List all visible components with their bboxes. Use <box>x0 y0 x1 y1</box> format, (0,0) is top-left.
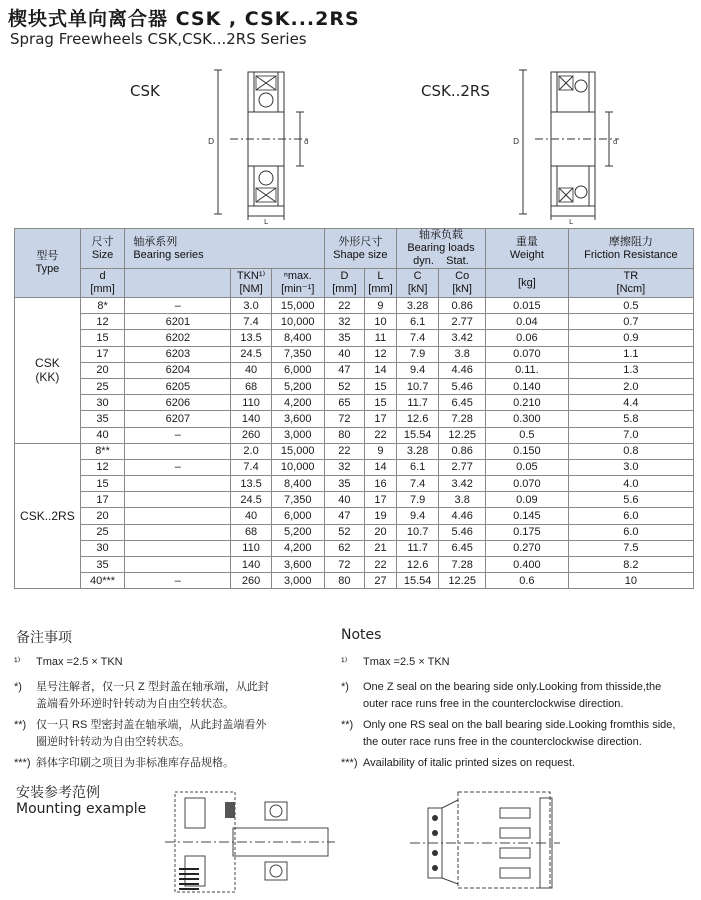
cell-d: 40 <box>324 346 364 362</box>
cell-c: 7.4 <box>396 476 438 492</box>
cell-bearing <box>125 508 231 524</box>
note-text: 圈逆时针转动为自由空转状态。 <box>36 736 190 748</box>
cell-bearing <box>125 492 231 508</box>
cell-tr: 6.0 <box>568 524 693 540</box>
cell-tkn: 68 <box>231 378 271 394</box>
note-text: One Z seal on the bearing side only.Looking from thisside,the <box>363 681 662 693</box>
cell-l: 20 <box>365 524 397 540</box>
cell-bearing <box>125 524 231 540</box>
cell-tkn: 24.5 <box>231 492 271 508</box>
table-row <box>15 362 694 378</box>
cell-kg: 0.11. <box>486 362 569 378</box>
cell-tr: 5.8 <box>568 411 693 427</box>
cell-tr: 4.0 <box>568 476 693 492</box>
cell-l: 17 <box>365 492 397 508</box>
cell-c: 11.7 <box>396 540 438 556</box>
cell-tkn: 68 <box>231 524 271 540</box>
note-text: outer race runs free in the counterclockwise direction. <box>363 698 624 710</box>
note-text: 星号注解者，仅一只 Z 型封盖在轴承端，从此封 <box>36 681 269 693</box>
cell-bearing: 6205 <box>125 378 231 394</box>
cell-d: 32 <box>324 459 364 475</box>
cell-d: 35 <box>324 330 364 346</box>
cell-tkn: 3.0 <box>231 298 271 314</box>
note-text: Tmax =2.5 × TKN <box>36 656 123 668</box>
note-mark: ***) <box>341 757 358 769</box>
note-item <box>14 755 334 772</box>
table-row <box>15 540 694 556</box>
cell-nmax: 4,200 <box>271 540 324 556</box>
cell-kg: 0.6 <box>486 573 569 589</box>
svg-text:L: L <box>569 218 573 224</box>
csk-section-drawing <box>200 64 330 224</box>
cell-kg: 0.175 <box>486 524 569 540</box>
cell-l: 9 <box>365 443 397 459</box>
cell-l: 14 <box>365 459 397 475</box>
cell-d: 25 <box>80 378 125 394</box>
cell-c: 7.4 <box>396 330 438 346</box>
cell-d: 35 <box>324 476 364 492</box>
cell-l: 19 <box>365 508 397 524</box>
cell-kg: 0.070 <box>486 346 569 362</box>
cell-tkn: 7.4 <box>231 459 271 475</box>
cell-l: 9 <box>365 298 397 314</box>
cell-kg: 0.05 <box>486 459 569 475</box>
header-shape-size: 外形尺寸 Shape size <box>324 229 396 269</box>
note-text: 仅一只 RS 型密封盖在轴承端，从此封盖端看外 <box>36 719 267 731</box>
cell-tr: 7.5 <box>568 540 693 556</box>
subheader-D: D [mm] <box>324 269 364 298</box>
cell-nmax: 3,600 <box>271 557 324 573</box>
cell-nmax: 3,000 <box>271 427 324 443</box>
cell-d: 22 <box>324 443 364 459</box>
cell-nmax: 4,200 <box>271 395 324 411</box>
header-type: 型号 Type <box>15 229 81 298</box>
table-row <box>15 330 694 346</box>
table-row <box>15 492 694 508</box>
cell-d: 35 <box>80 411 125 427</box>
svg-text:D: D <box>208 137 215 146</box>
cell-kg: 0.400 <box>486 557 569 573</box>
drawing-label-csk-2rs: CSK..2RS <box>421 82 490 100</box>
cell-l: 21 <box>365 540 397 556</box>
cell-tkn: 13.5 <box>231 476 271 492</box>
cell-kg: 0.5 <box>486 427 569 443</box>
cell-d: 30 <box>80 540 125 556</box>
cell-l: 22 <box>365 557 397 573</box>
table-row <box>15 395 694 411</box>
note-text: Only one RS seal on the ball bearing side.Looking fromthis side, <box>363 719 676 731</box>
cell-d: 40 <box>80 427 125 443</box>
cell-d: 65 <box>324 395 364 411</box>
svg-text:L: L <box>264 218 268 224</box>
cell-tkn: 110 <box>231 395 271 411</box>
table-row <box>15 298 694 314</box>
cell-d: 40*** <box>80 573 125 589</box>
subheader-Co: Co [kN] <box>439 269 486 298</box>
note-item <box>341 654 696 671</box>
cell-nmax: 8,400 <box>271 476 324 492</box>
cell-tr: 8.2 <box>568 557 693 573</box>
subheader-C: C [kN] <box>396 269 438 298</box>
cell-c: 9.4 <box>396 508 438 524</box>
note-item <box>341 679 696 713</box>
subheader-tr: TR [Ncm] <box>568 269 693 298</box>
subheader-L: L [mm] <box>365 269 397 298</box>
cell-bearing: 6206 <box>125 395 231 411</box>
note-mark: ***) <box>14 757 31 769</box>
cell-nmax: 6,000 <box>271 362 324 378</box>
cell-tkn: 140 <box>231 411 271 427</box>
table-row <box>15 378 694 394</box>
type-cell: CSK (KK) <box>15 298 81 444</box>
cell-c: 15.54 <box>396 427 438 443</box>
cell-d: 40 <box>324 492 364 508</box>
cell-tkn: 40 <box>231 362 271 378</box>
note-text: 盖端看外环逆时针转动为自由空转状态。 <box>36 698 234 710</box>
svg-text:D: D <box>513 137 520 146</box>
cell-tr: 6.0 <box>568 508 693 524</box>
cell-d: 17 <box>80 346 125 362</box>
cell-tr: 5.6 <box>568 492 693 508</box>
cell-d: 35 <box>80 557 125 573</box>
mounting-drawing-left <box>165 788 335 896</box>
cell-l: 12 <box>365 346 397 362</box>
spec-table <box>14 228 694 589</box>
cell-l: 17 <box>365 411 397 427</box>
cell-co: 3.42 <box>439 476 486 492</box>
cell-nmax: 7,350 <box>271 346 324 362</box>
note-mark: *) <box>14 681 22 693</box>
note-item <box>14 717 334 751</box>
cell-d: 30 <box>80 395 125 411</box>
cell-co: 3.8 <box>439 346 486 362</box>
table-row <box>15 476 694 492</box>
cell-nmax: 15,000 <box>271 298 324 314</box>
note-mark: *) <box>341 681 349 693</box>
cell-bearing: 6207 <box>125 411 231 427</box>
cell-co: 0.86 <box>439 443 486 459</box>
table-body <box>15 298 694 589</box>
cell-tr: 0.8 <box>568 443 693 459</box>
cell-bearing: 6201 <box>125 314 231 330</box>
cell-tr: 10 <box>568 573 693 589</box>
cell-c: 11.7 <box>396 395 438 411</box>
cell-l: 16 <box>365 476 397 492</box>
notes-en-title: Notes <box>341 627 382 643</box>
subheader-kg: [kg] <box>486 269 569 298</box>
cell-tr: 4.4 <box>568 395 693 411</box>
cell-d: 15 <box>80 476 125 492</box>
cell-co: 6.45 <box>439 395 486 411</box>
cell-c: 12.6 <box>396 557 438 573</box>
cell-d: 22 <box>324 298 364 314</box>
cell-co: 7.28 <box>439 411 486 427</box>
cell-bearing: 6203 <box>125 346 231 362</box>
svg-text:d: d <box>304 138 309 146</box>
table-row <box>15 508 694 524</box>
cell-tkn: 260 <box>231 573 271 589</box>
cell-co: 12.25 <box>439 427 486 443</box>
cell-d: 47 <box>324 508 364 524</box>
table-row <box>15 427 694 443</box>
csk-2rs-section-drawing <box>505 64 635 224</box>
note-item <box>14 679 334 713</box>
cell-co: 2.77 <box>439 314 486 330</box>
cell-bearing: – <box>125 427 231 443</box>
cell-c: 3.28 <box>396 443 438 459</box>
cell-d: 8** <box>80 443 125 459</box>
note-item <box>341 717 696 751</box>
cell-co: 6.45 <box>439 540 486 556</box>
cell-tr: 7.0 <box>568 427 693 443</box>
cell-tr: 1.1 <box>568 346 693 362</box>
table-row <box>15 573 694 589</box>
header-size: 尺寸 Size <box>80 229 125 269</box>
cell-bearing <box>125 476 231 492</box>
cell-c: 7.9 <box>396 346 438 362</box>
cell-bearing: 6202 <box>125 330 231 346</box>
table-row <box>15 411 694 427</box>
cell-c: 15.54 <box>396 573 438 589</box>
cell-c: 3.28 <box>396 298 438 314</box>
drawing-label-csk: CSK <box>130 82 160 100</box>
cell-co: 5.46 <box>439 378 486 394</box>
cell-tkn: 110 <box>231 540 271 556</box>
cell-nmax: 3,600 <box>271 411 324 427</box>
cell-tr: 0.7 <box>568 314 693 330</box>
cell-l: 10 <box>365 314 397 330</box>
cell-tkn: 7.4 <box>231 314 271 330</box>
cell-kg: 0.140 <box>486 378 569 394</box>
cell-d: 80 <box>324 573 364 589</box>
header-weight: 重量 Weight <box>486 229 569 269</box>
cell-bearing <box>125 557 231 573</box>
header-friction: 摩擦阻力 Friction Resistance <box>568 229 693 269</box>
cell-l: 15 <box>365 395 397 411</box>
cell-co: 5.46 <box>439 524 486 540</box>
cell-c: 9.4 <box>396 362 438 378</box>
cell-tkn: 40 <box>231 508 271 524</box>
cell-co: 7.28 <box>439 557 486 573</box>
cell-d: 52 <box>324 378 364 394</box>
cell-nmax: 3,000 <box>271 573 324 589</box>
cell-d: 52 <box>324 524 364 540</box>
cell-l: 22 <box>365 427 397 443</box>
note-text: Tmax =2.5 × TKN <box>363 656 450 668</box>
cell-kg: 0.06 <box>486 330 569 346</box>
cell-c: 6.1 <box>396 459 438 475</box>
cell-d: 47 <box>324 362 364 378</box>
cell-kg: 0.150 <box>486 443 569 459</box>
cell-co: 3.8 <box>439 492 486 508</box>
note-mark: ¹⁾ <box>14 656 21 668</box>
notes-cn-title: 备注事项 <box>16 630 72 646</box>
cell-d: 25 <box>80 524 125 540</box>
note-item <box>341 755 696 772</box>
cell-c: 7.9 <box>396 492 438 508</box>
note-text: Availability of italic printed sizes on request. <box>363 757 575 769</box>
cell-co: 4.46 <box>439 362 486 378</box>
cell-l: 15 <box>365 378 397 394</box>
cell-bearing <box>125 540 231 556</box>
cell-bearing: – <box>125 459 231 475</box>
cell-nmax: 10,000 <box>271 314 324 330</box>
cell-bearing: – <box>125 298 231 314</box>
type-cell: CSK..2RS <box>15 443 81 589</box>
subheader-blank <box>125 269 231 298</box>
cell-c: 6.1 <box>396 314 438 330</box>
cell-nmax: 10,000 <box>271 459 324 475</box>
table-row <box>15 524 694 540</box>
cell-tkn: 13.5 <box>231 330 271 346</box>
cell-d: 8* <box>80 298 125 314</box>
cell-kg: 0.210 <box>486 395 569 411</box>
cell-tkn: 24.5 <box>231 346 271 362</box>
cell-tkn: 140 <box>231 557 271 573</box>
cell-tr: 0.9 <box>568 330 693 346</box>
cell-bearing <box>125 443 231 459</box>
mounting-drawing-right <box>410 788 560 896</box>
cell-d: 15 <box>80 330 125 346</box>
cell-d: 72 <box>324 557 364 573</box>
cell-tr: 3.0 <box>568 459 693 475</box>
cell-d: 12 <box>80 459 125 475</box>
cell-co: 0.86 <box>439 298 486 314</box>
cell-kg: 0.270 <box>486 540 569 556</box>
cell-nmax: 5,200 <box>271 524 324 540</box>
cell-kg: 0.09 <box>486 492 569 508</box>
page-title: 楔块式单向离合器 CSK , CSK...2RS <box>8 8 360 30</box>
cell-tr: 1.3 <box>568 362 693 378</box>
cell-nmax: 15,000 <box>271 443 324 459</box>
cell-d: 62 <box>324 540 364 556</box>
svg-text:d: d <box>613 138 618 146</box>
cell-d: 32 <box>324 314 364 330</box>
subheader-nmax: ⁿmax. [min⁻¹] <box>271 269 324 298</box>
note-text: the outer race runs free in the counterclockwise direction. <box>363 736 642 748</box>
table-row <box>15 459 694 475</box>
cell-bearing: 6204 <box>125 362 231 378</box>
cell-co: 4.46 <box>439 508 486 524</box>
page-subtitle: Sprag Freewheels CSK,CSK...2RS Series <box>10 30 307 48</box>
cell-d: 20 <box>80 362 125 378</box>
cell-kg: 0.015 <box>486 298 569 314</box>
subheader-d: d [mm] <box>80 269 125 298</box>
table-subheader-row <box>15 269 694 298</box>
subheader-tkn: TKN¹⁾ [NM] <box>231 269 271 298</box>
cell-nmax: 8,400 <box>271 330 324 346</box>
cell-co: 12.25 <box>439 573 486 589</box>
note-item <box>14 654 334 671</box>
cell-d: 20 <box>80 508 125 524</box>
cell-kg: 0.300 <box>486 411 569 427</box>
cell-c: 10.7 <box>396 378 438 394</box>
cell-co: 3.42 <box>439 330 486 346</box>
cell-co: 2.77 <box>439 459 486 475</box>
table-row <box>15 314 694 330</box>
note-text: 斜体字印刷之项目为非标准库存品规格。 <box>36 757 234 769</box>
header-bearing-loads: 轴承负载 Bearing loads dyn. Stat. <box>396 229 485 269</box>
note-mark: ¹⁾ <box>341 656 348 668</box>
cell-bearing: – <box>125 573 231 589</box>
cell-tr: 2.0 <box>568 378 693 394</box>
cell-l: 11 <box>365 330 397 346</box>
note-mark: **) <box>341 719 354 731</box>
cell-tkn: 2.0 <box>231 443 271 459</box>
cell-d: 17 <box>80 492 125 508</box>
table-row <box>15 557 694 573</box>
cell-c: 10.7 <box>396 524 438 540</box>
cell-nmax: 6,000 <box>271 508 324 524</box>
cell-tr: 0.5 <box>568 298 693 314</box>
cell-c: 12.6 <box>396 411 438 427</box>
note-mark: **) <box>14 719 27 731</box>
cell-d: 80 <box>324 427 364 443</box>
header-bearing-series: 轴承系列 Bearing series <box>125 229 324 269</box>
cell-d: 12 <box>80 314 125 330</box>
mounting-title-en: Mounting example <box>16 801 147 817</box>
table-row <box>15 346 694 362</box>
cell-nmax: 5,200 <box>271 378 324 394</box>
cell-kg: 0.070 <box>486 476 569 492</box>
cell-l: 14 <box>365 362 397 378</box>
cell-tkn: 260 <box>231 427 271 443</box>
cell-l: 27 <box>365 573 397 589</box>
table-header-row <box>15 229 694 269</box>
cell-d: 72 <box>324 411 364 427</box>
table-row <box>15 443 694 459</box>
mounting-title-cn: 安装参考范例 <box>16 785 100 801</box>
cell-nmax: 7,350 <box>271 492 324 508</box>
cell-kg: 0.145 <box>486 508 569 524</box>
cell-kg: 0.04 <box>486 314 569 330</box>
